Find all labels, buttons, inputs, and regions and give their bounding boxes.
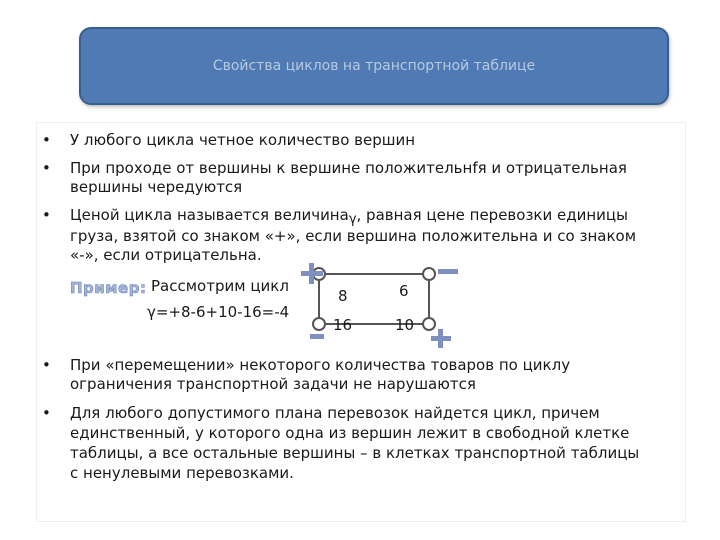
bullet-5-line-3: таблицы, а все остальные вершины – в клетках транспортной таблицы <box>70 444 640 462</box>
bullet-3-line-1-rest: , равная цене перевозки единицы <box>356 206 628 224</box>
cell-bottom-left-value: 16 <box>333 316 353 334</box>
bullet-marker: • <box>42 159 51 177</box>
example-label: Пример: <box>70 279 147 297</box>
cell-top-left-value: 8 <box>338 287 348 305</box>
bullet-5-line-4: с ненулевыми перевозками. <box>70 464 294 482</box>
bullet-3-line-3: «-», если отрицательна. <box>70 246 262 264</box>
vertex-bottom-right <box>423 318 435 330</box>
bullet-marker: • <box>42 131 51 149</box>
bullet-marker: • <box>42 404 51 422</box>
bullet-1-text: У любого цикла четное количество вершин <box>70 131 416 149</box>
bullet-5-line-2: единственный, у которого одна из вершин лежит в свободной клетке <box>70 424 630 442</box>
example-text: Рассмотрим цикл <box>151 277 289 295</box>
bullet-5-line-1: Для любого допустимого плана перевозок найдется цикл, причем <box>70 404 600 422</box>
bullet-3-line-2: груза, взятой со знаком «+», если вершина положительна и со знаком <box>70 227 637 245</box>
vertex-bottom-left <box>313 318 325 330</box>
bullet-4-line-1: При «перемещении» некоторого количества товаров по циклу <box>70 356 571 374</box>
bullet-3-line-1-start: Ценой цикла называется величина <box>70 206 349 224</box>
bullet-4-line-2: ограничения транспортной задачи не нарушаются <box>70 375 476 393</box>
cell-bottom-right-value: 10 <box>395 316 415 334</box>
slide-title: Свойства циклов на транспортной таблице <box>212 58 536 74</box>
minus-sign-top-right <box>438 269 458 274</box>
vertex-top-right <box>423 268 435 280</box>
bullet-2-line-2: вершины чередуются <box>70 178 243 196</box>
bullet-2-line-1: При проходе от вершины к вершине положительнfя и отрицательная <box>70 159 627 177</box>
minus-sign-bottom-left <box>310 334 324 339</box>
bullet-marker: • <box>42 206 51 224</box>
gamma-symbol: γ <box>348 212 357 227</box>
cell-top-right-value: 6 <box>399 282 409 300</box>
example-formula: γ=+8-6+10-16=-4 <box>147 303 290 321</box>
bullet-marker: • <box>42 356 51 374</box>
plus-sign-bottom-right <box>431 329 451 348</box>
